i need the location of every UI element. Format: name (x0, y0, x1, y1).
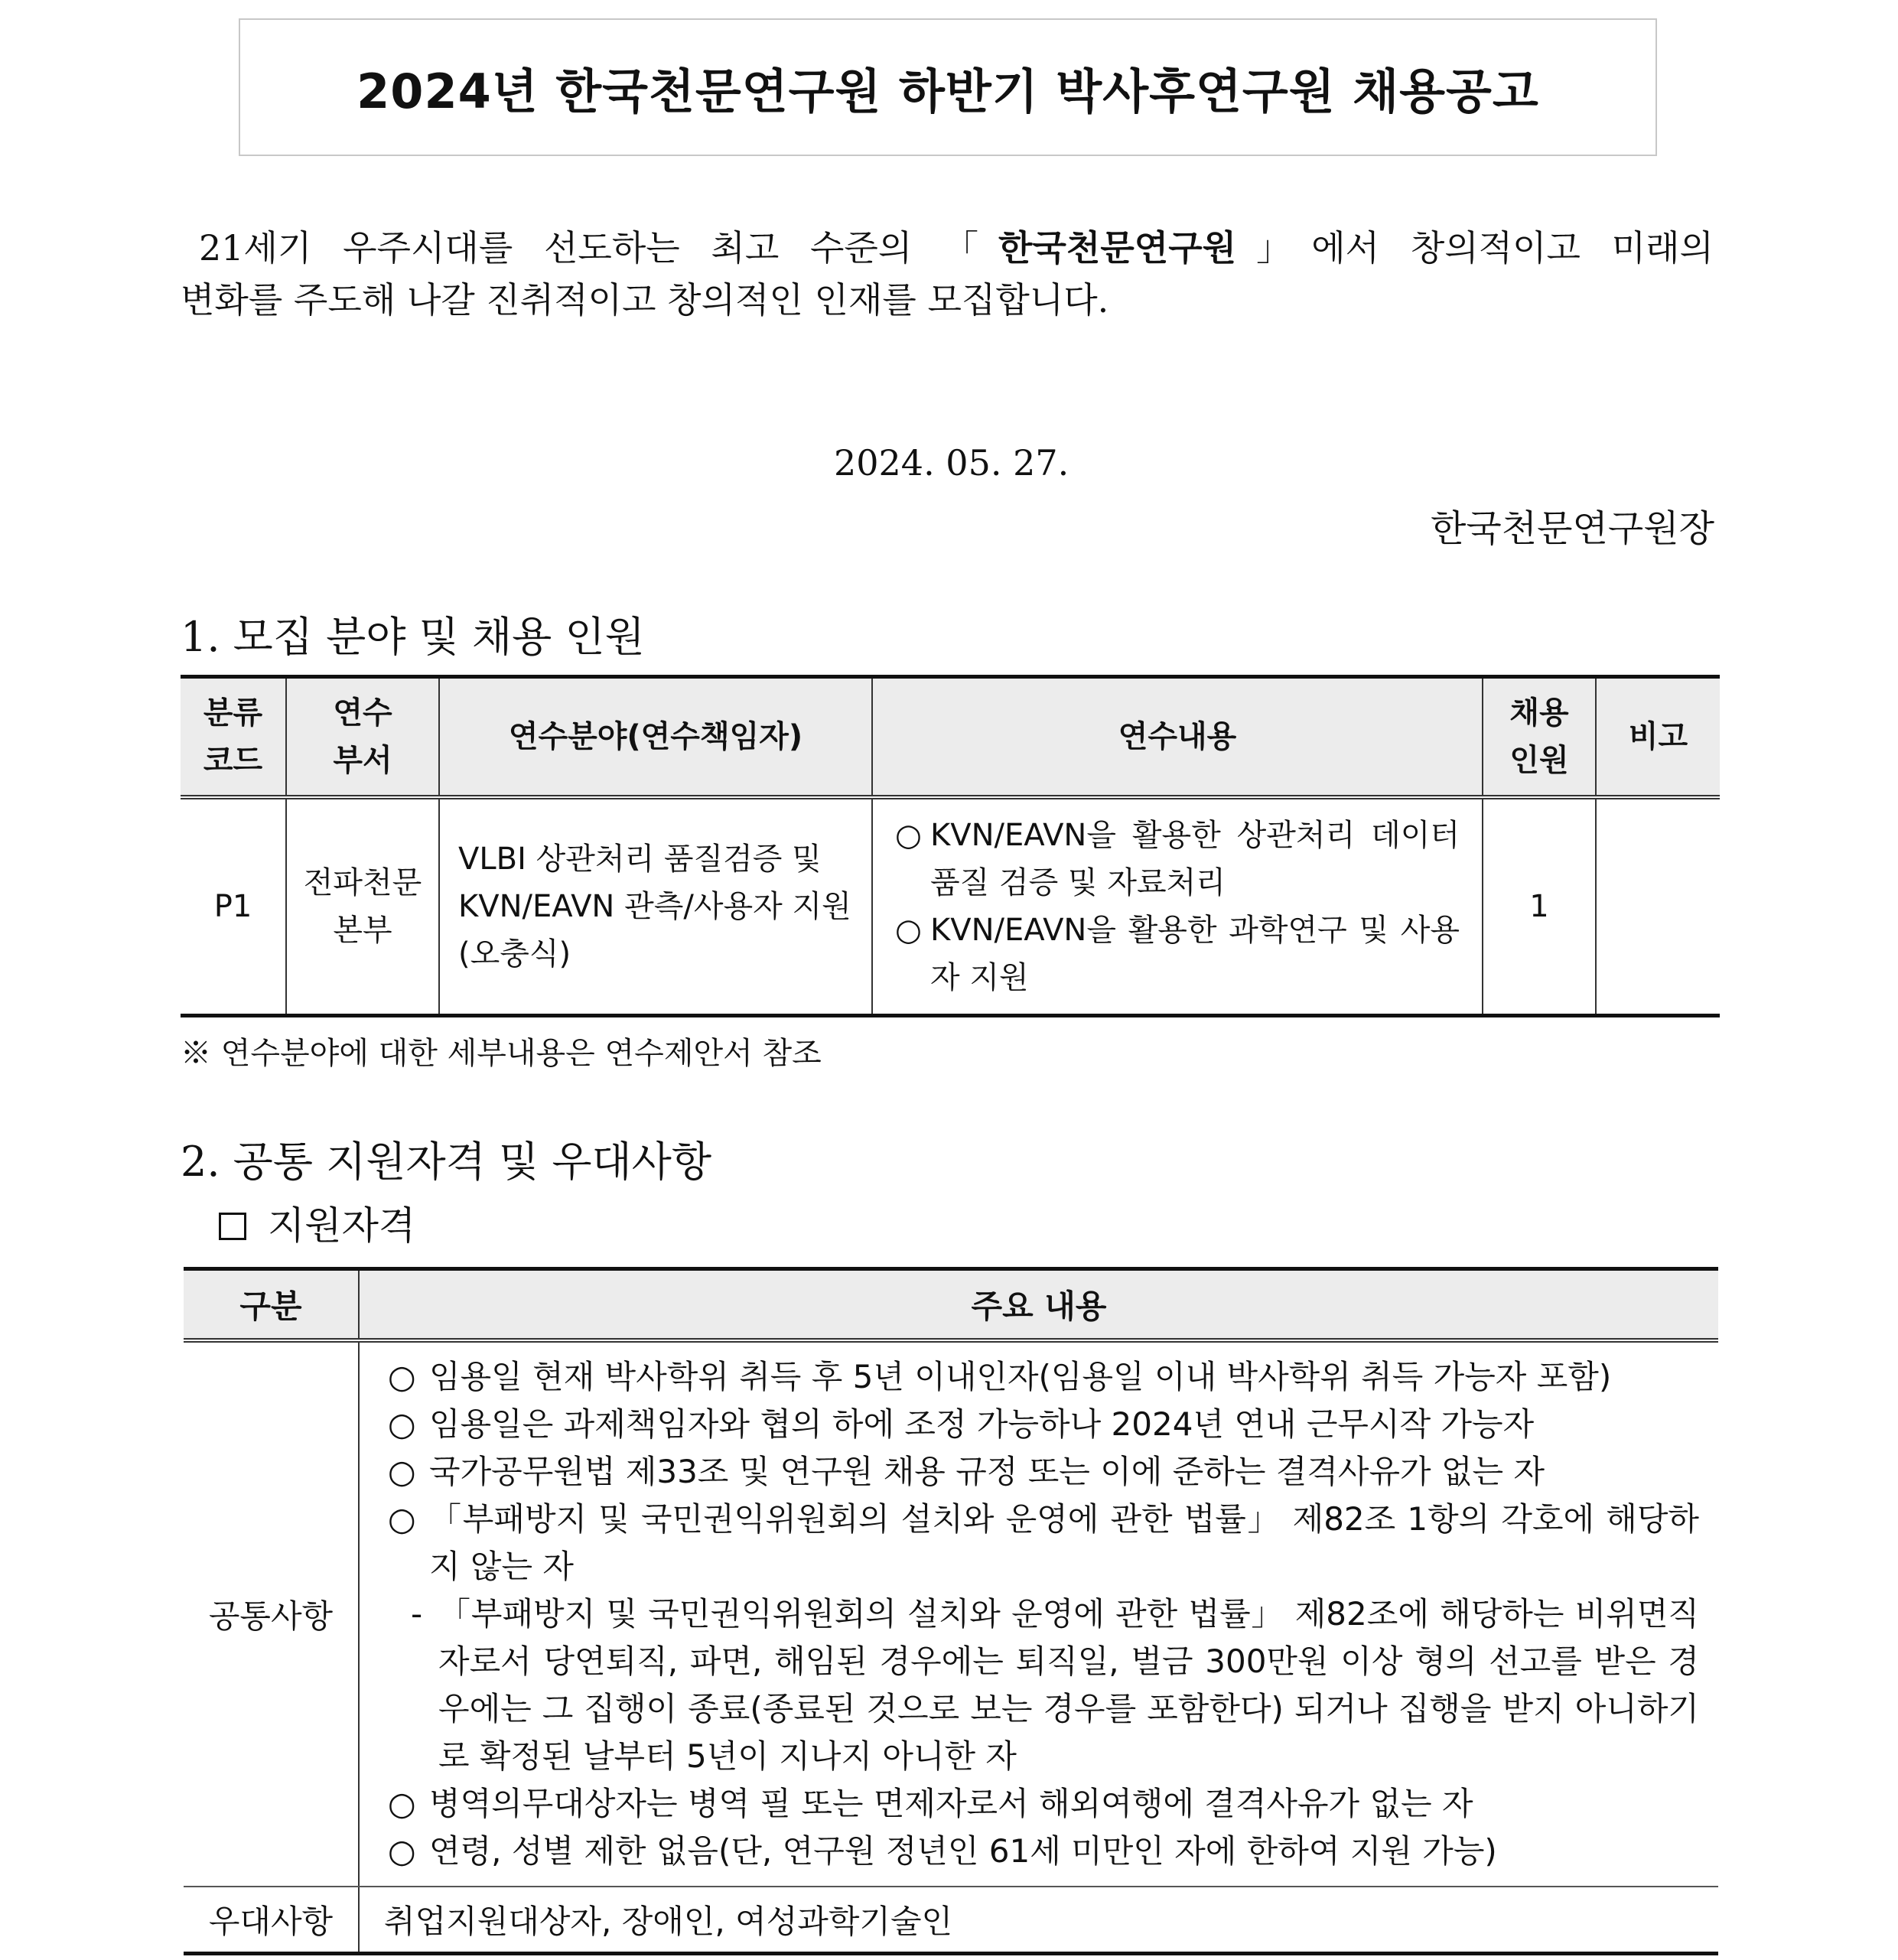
table-header-row (181, 677, 1720, 798)
header-code: 분류 코드 (181, 677, 286, 798)
intro-paragraph (181, 222, 1714, 326)
intro-text-after: 」에서 창의적이고 미래의 (1236, 227, 1714, 269)
label-preferred: 우대사항 (184, 1887, 359, 1954)
signer: 한국천문연구원장 (1431, 507, 1714, 550)
recruitment-table (181, 675, 1720, 1017)
qualification-table (184, 1267, 1718, 1955)
header-count: 채용 인원 (1483, 677, 1596, 798)
cell-count: 1 (1483, 797, 1596, 1016)
page-title: 2024년 한국천문연구원 하반기 박사후연구원 채용공고 (356, 63, 1539, 119)
cell-code: P1 (181, 797, 286, 1016)
checkbox-square-icon (219, 1213, 246, 1240)
section-1-title: 1. 모집 분야 및 채용 인원 (181, 613, 645, 661)
content-item: ○ KVN/EAVN을 활용한 상관처리 데이터 품질 검증 및 자료처리 (895, 812, 1460, 907)
table-row-preferred (184, 1887, 1718, 1954)
preferred-content: 취업지원대상자, 장애인, 여성과학기술인 (359, 1887, 1718, 1954)
cell-content (872, 797, 1483, 1016)
header-field: 연수분야(연수책임자) (439, 677, 872, 798)
header-category: 구분 (184, 1269, 359, 1341)
header-main-content: 주요 내용 (359, 1269, 1718, 1341)
label-common: 공통사항 (184, 1340, 359, 1887)
table-note: ※ 연수분야에 대한 세부내용은 연수제안서 참조 (181, 1036, 822, 1071)
title-box (239, 18, 1657, 156)
cell-field: VLBI 상관처리 품질검증 및 KVN/EAVN 관측/사용자 지원(오충식) (439, 797, 872, 1016)
table-header-row (184, 1269, 1718, 1341)
cell-remark (1596, 797, 1720, 1016)
header-content: 연수내용 (872, 677, 1483, 798)
header-remark: 비고 (1596, 677, 1720, 798)
header-dept: 연수 부서 (286, 677, 439, 798)
list-item: ○ 연령, 성별 제한 없음(단, 연구원 정년인 61세 미만인 자에 한하여 지원 가능) (388, 1828, 1699, 1875)
list-sub-item: - 「부패방지 및 국민권익위원회의 설치와 운영에 관한 법률」 제82조에 해당하는 비위면직자로서 당연퇴직, 파면, 해임된 경우에는 퇴직일, 벌금 300만원 이상 형의 선고를 받은 경우에는 그 집행이 종료(종료된 것으로 보는 경우를 포함한다) 되거나 집행을 받지 아니하기로 확정된 날부터 5년이 지나지 아니한 자 (388, 1590, 1699, 1780)
subsection-qualifications (219, 1195, 415, 1250)
content-item: ○ KVN/EAVN을 활용한 과학연구 및 사용자 지원 (895, 907, 1460, 1001)
list-item: ○ 병역의무대상자는 병역 필 또는 면제자로서 해외여행에 결격사유가 없는 자 (388, 1780, 1699, 1828)
table-row (181, 797, 1720, 1016)
intro-text-before: 21세기 우주시대를 선도하는 최고 수준의 「 (199, 227, 999, 269)
table-row-common (184, 1340, 1718, 1887)
intro-org-name: 한국천문연구원 (998, 227, 1237, 269)
list-item: ○ 국가공무원법 제33조 및 연구원 채용 규정 또는 이에 준하는 결격사유가 없는 자 (388, 1448, 1699, 1496)
intro-line-2: 변화를 주도해 나갈 진취적이고 창의적인 인재를 모집합니다. (181, 279, 1109, 321)
subsection-title: 지원자격 (268, 1203, 416, 1248)
list-item: ○ 임용일 현재 박사학위 취득 후 5년 이내인자(임용일 이내 박사학위 취득 가능자 포함) (388, 1353, 1699, 1401)
section-2-title: 2. 공통 지원자격 및 우대사항 (181, 1138, 711, 1186)
list-item: ○ 임용일은 과제책임자와 협의 하에 조정 가능하나 2024년 연내 근무시작 가능자 (388, 1401, 1699, 1448)
intro-line-1 (181, 222, 1714, 274)
list-item: ○ 「부패방지 및 국민권익위원회의 설치와 운영에 관한 법률」 제82조 1항의 각호에 해당하지 않는 자 (388, 1496, 1699, 1590)
announcement-date: 2024. 05. 27. (834, 442, 1069, 483)
common-items-cell (359, 1340, 1718, 1887)
cell-dept: 전파천문 본부 (286, 797, 439, 1016)
